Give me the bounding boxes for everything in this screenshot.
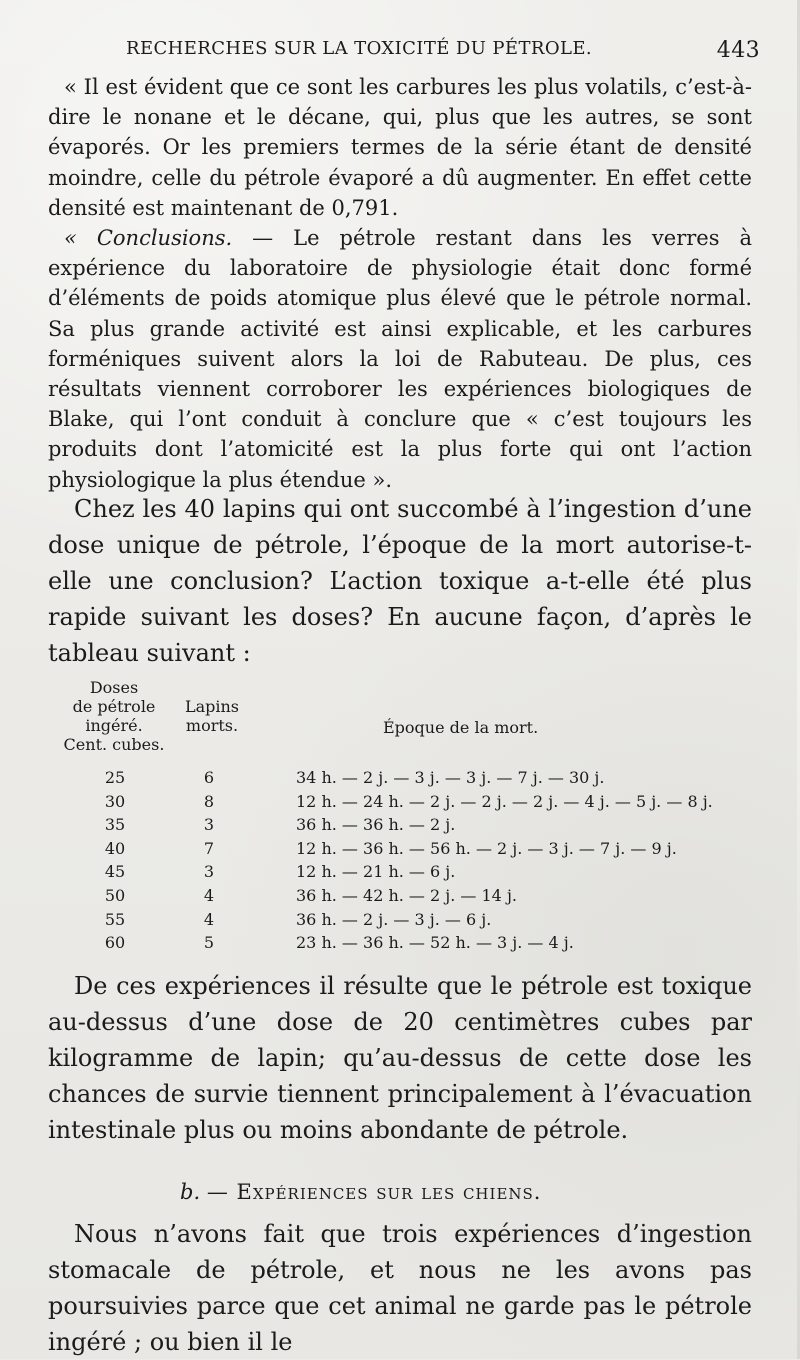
table-row: [60, 860, 765, 884]
lapins-cell: 3: [203, 815, 215, 835]
dose-cell: 30: [104, 791, 126, 811]
lapins-cell: 4: [203, 909, 215, 929]
lapins-cell: 7: [203, 838, 215, 858]
table-row: [60, 790, 765, 814]
lapins-header-line: morts.: [185, 716, 239, 735]
lapins-header: [176, 697, 248, 735]
dose-cell: 45: [104, 862, 126, 882]
mortality-table: [60, 678, 765, 958]
conclusions-text: — Le pétrole restant dans les verres à expérience du laboratoire de physiologie était donc formé d’éléments de poids atomique plus élevé que le pétrole normal. Sa plus grande activité est ainsi explicable, et les carbures forméniques suivent alors la loi de Rabuteau. De plus, ces résultats viennent corroborer les expériences biologiques de Blake, qui l’ont conduit à conclure que « c’est toujours les produits dont l’atomicité est la plus forte qui ont l’action physiologique la plus étendue ».: [48, 226, 753, 492]
doses-header-line: de pétrole: [72, 697, 156, 716]
final-paragraph-block: [48, 1216, 752, 1360]
conclusion-paragraph-block: [48, 968, 752, 1148]
quote-paragraph-1: « Il est évident que ce sont les carbures les plus volatils, c’est-à-dire le nonane et le décane, qui, plus que les autres, se sont évaporés. Or les premiers termes de la série étant de densité moindre, celle du pétrole évaporé a dû augmenter. En effet cette densité est maintenant de 0,791.: [48, 75, 752, 220]
running-title: RECHERCHES SUR LA TOXICITÉ DU PÉTROLE.: [126, 38, 592, 59]
table-row: [60, 931, 765, 955]
dose-cell: 50: [104, 885, 126, 905]
lapins-cell: 8: [203, 791, 215, 811]
table-row: [60, 766, 765, 790]
table-row: [60, 884, 765, 908]
doses-header: [60, 678, 168, 754]
epoque-cell: 36 h. — 36 h. — 2 j.: [296, 815, 456, 835]
epoque-cell: 12 h. — 21 h. — 6 j.: [296, 862, 456, 882]
dose-cell: 55: [104, 909, 126, 929]
lapins-header-line: Lapins: [184, 697, 240, 716]
lapins-cell: 5: [203, 933, 215, 953]
conclusions-label: « Conclusions.: [64, 226, 233, 251]
main-paragraph-block: [48, 491, 752, 671]
dose-cell: 60: [104, 933, 126, 953]
final-paragraph: Nous n’avons fait que trois expériences d’ingestion stomacale de pétrole, et nous ne les avons pas poursuivies parce que cet animal ne garde pas le pétrole ingéré ; ou bien il le: [48, 1220, 752, 1356]
lapins-cell: 4: [203, 885, 215, 905]
epoque-header: Époque de la mort.: [383, 718, 539, 737]
quoted-conclusion-block: [48, 72, 752, 495]
section-label: b.: [180, 1180, 201, 1204]
dose-cell: 25: [104, 768, 126, 787]
epoque-cell: 36 h. — 42 h. — 2 j. — 14 j.: [296, 885, 517, 905]
doses-header-line: Doses: [89, 678, 139, 697]
section-title: — Expériences sur les chiens.: [206, 1180, 542, 1204]
epoque-cell: 36 h. — 2 j. — 3 j. — 6 j.: [296, 909, 492, 929]
lapins-cell: 3: [203, 862, 215, 882]
quote-paragraph-2: [48, 223, 752, 495]
lapins-cell: 6: [203, 768, 215, 787]
table-row: [60, 908, 765, 932]
main-paragraph: Chez les 40 lapins qui ont succombé à l’ingestion d’une dose unique de pétrole, l’époque de la mort autorise-t-elle une conclusion? L’action toxique a-t-elle été plus rapide suivant les doses? En aucune façon, d’après le tableau suivant :: [48, 495, 752, 667]
dose-cell: 35: [104, 815, 126, 835]
table-row: [60, 813, 765, 837]
epoque-cell: 23 h. — 36 h. — 52 h. — 3 j. — 4 j.: [296, 933, 574, 953]
doses-header-line: ingéré.: [85, 716, 143, 735]
conclusion-paragraph: De ces expériences il résulte que le pétrole est toxique au-dessus d’une dose de 20 centimètres cubes par kilogramme de lapin; qu’au-dessus de cette dose les chances de survie tiennent principalement à l’évacuation intestinale plus ou moins abondante de pétrole.: [48, 972, 752, 1144]
page-number: 443: [716, 38, 760, 63]
epoque-cell: 12 h. — 24 h. — 2 j. — 2 j. — 2 j. — 4 j. — 5 j. — 8 j.: [296, 791, 713, 811]
dose-cell: 40: [104, 838, 126, 858]
epoque-cell: 12 h. — 36 h. — 56 h. — 2 j. — 3 j. — 7 j. — 9 j.: [296, 838, 677, 858]
table-header: [60, 678, 765, 758]
epoque-cell: 34 h. — 2 j. — 3 j. — 3 j. — 7 j. — 30 j.: [296, 768, 605, 787]
doses-header-line: Cent. cubes.: [63, 735, 165, 754]
page-header: [44, 38, 760, 70]
table-row: [60, 837, 765, 861]
table-body: [60, 766, 765, 955]
section-heading: [180, 1178, 640, 1206]
